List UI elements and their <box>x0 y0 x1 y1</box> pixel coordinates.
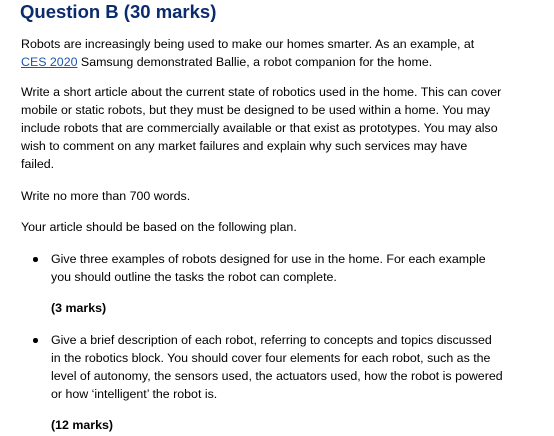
plan-item-2-marks: (12 marks) <box>51 418 113 432</box>
task-line: mobile or static robots, but they must be designed to be used within a home. You may <box>21 103 491 117</box>
intro-line-1: Robots are increasingly being used to make our homes smarter. As an example, at <box>21 37 475 51</box>
bullet-dot-icon <box>33 338 38 343</box>
task-paragraph <box>21 83 521 173</box>
plan-item-line: you should outline the tasks the robot can complete. <box>51 270 337 284</box>
plan-item-2 <box>51 331 531 403</box>
bullet-dot-icon <box>33 257 38 262</box>
ces-2020-link[interactable]: CES 2020 <box>21 55 78 69</box>
word-limit-text: Write no more than 700 words. <box>21 189 191 203</box>
task-line: failed. <box>21 157 55 171</box>
plan-item-line: Give a brief description of each robot, referring to concepts and topics discussed <box>51 333 492 347</box>
plan-intro-text: Your article should be based on the following plan. <box>21 220 297 234</box>
plan-item-line: level of autonomy, the sensors used, the actuators used, how the robot is powered <box>51 369 503 383</box>
task-line: Write a short article about the current state of robotics used in the home. This can cover <box>21 85 502 99</box>
intro-line-2-text: Samsung demonstrated Ballie, a robot companion for the home. <box>77 55 433 69</box>
question-title: Question B (30 marks) <box>20 1 217 22</box>
intro-paragraph <box>21 35 521 71</box>
plan-item-1-marks: (3 marks) <box>51 301 107 315</box>
task-line: wish to comment on any market failures and explain why such services may have <box>21 139 468 153</box>
plan-item-line: Give three examples of robots designed for use in the home. For each example <box>51 252 486 266</box>
plan-item-1 <box>51 250 531 286</box>
task-line: include robots that are commercially available or that exist as prototypes. You may also <box>21 121 498 135</box>
plan-item-line: or how ‘intelligent’ the robot is. <box>51 387 218 401</box>
intro-line-2 <box>21 53 521 71</box>
plan-item-line: in the robotics block. You should cover four elements for each robot, such as the <box>51 351 491 365</box>
